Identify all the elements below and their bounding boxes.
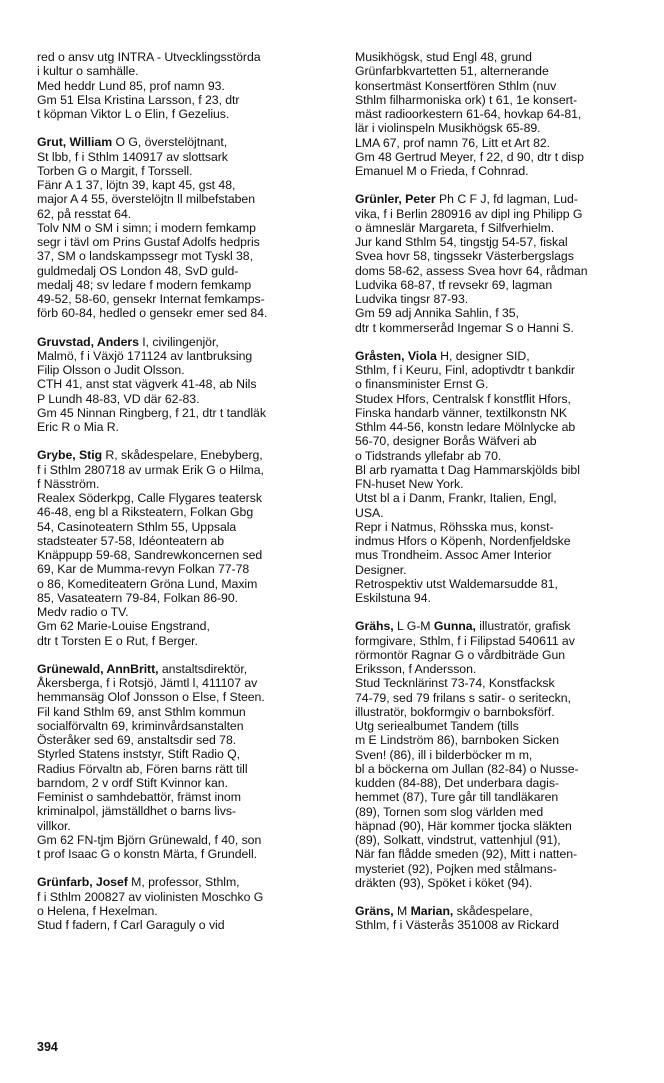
entry-initials: M bbox=[393, 904, 411, 918]
entry bbox=[355, 349, 647, 606]
text-line: St lbb, f i Sthlm 140917 av slottsark bbox=[37, 149, 228, 164]
text-line: o Tidstrands yllefabr ab 70. bbox=[355, 448, 502, 463]
text-line: 49-52, 58-60, gensekr Internat femkamps- bbox=[37, 292, 265, 306]
text-line: t prof Isaac G o konstn Märta, f Grundell. bbox=[37, 847, 258, 861]
text-line: (89), Solkatt, vindstrut, vattenhjul (91), bbox=[355, 833, 561, 847]
text-line: USA. bbox=[355, 505, 384, 520]
entry-name: Gräns, bbox=[355, 904, 394, 918]
text-line: Gm 51 Elsa Kristina Larsson, f 23, dtr bbox=[37, 92, 240, 107]
text-line: Filip Olsson o Judit Olsson. bbox=[37, 363, 185, 377]
entry bbox=[355, 192, 647, 335]
text-line: lär i violinspeln Musikhögsk 65-89. bbox=[355, 121, 541, 136]
entry-heading bbox=[37, 875, 329, 889]
text-line: m E Lindström 86), barnboken Sicken bbox=[355, 733, 559, 748]
entry bbox=[37, 875, 329, 932]
text-line: FN-huset New York. bbox=[355, 477, 464, 491]
text-line: kudden (84-88), Det underbara dagis- bbox=[355, 776, 559, 790]
text-line: Ludvika tingsr 87-93. bbox=[355, 292, 469, 306]
text-line: rörmontör Ragnar G o vårdbiträde Gun bbox=[355, 647, 566, 662]
text-line: segr i tävl om Prins Gustaf Adolfs hedpris bbox=[37, 235, 260, 249]
entry-name: Gruvstad, Anders bbox=[37, 334, 139, 349]
entry-heading bbox=[37, 448, 329, 462]
text-line: 74-79, sed 79 frilans s satir- o seriteckn, bbox=[355, 690, 571, 705]
text-line: Stud Tecknlärinst 73-74, Konstfacksk bbox=[355, 676, 555, 691]
entry-name: Grünewald, AnnBritt, bbox=[37, 661, 159, 676]
entry-heading bbox=[355, 904, 647, 918]
text-line: Stud f fadern, f Carl Garaguly o vid bbox=[37, 918, 225, 932]
text-line: illustratör, bokformgiv o barnboksförf. bbox=[355, 704, 555, 719]
entry-name: Grybe, Stig bbox=[37, 448, 103, 463]
entry-initials: L G-M bbox=[393, 619, 434, 634]
text-line: konsertmäst Konsertfören Sthlm (nuv bbox=[355, 78, 557, 93]
text-line: Designer. bbox=[355, 562, 407, 577]
text-line: hemmansäg Olof Jonsson o Else, f Steen. bbox=[37, 690, 265, 705]
text-line: indmus Hfors o Köpenh, Nordenfjeldske bbox=[355, 534, 571, 548]
text-line: villkor. bbox=[37, 818, 71, 833]
text-line: Utg seriealbumet Tandem (tills bbox=[355, 719, 519, 733]
entry bbox=[37, 335, 329, 435]
text-line: Musikhögsk, stud Engl 48, grund bbox=[355, 50, 532, 64]
entry bbox=[37, 135, 329, 320]
text-line: Åkersberga, f i Rotsjö, Jämtl l, 411107 av bbox=[37, 676, 258, 690]
text-line: f Näsström. bbox=[37, 476, 100, 491]
text-line: i kultur o samhälle. bbox=[37, 64, 139, 79]
entry-heading bbox=[37, 335, 329, 349]
entry-title: M, professor, Sthlm, bbox=[127, 875, 240, 890]
text-line: 69, Kar de Mumma-revyn Folkan 77-78 bbox=[37, 562, 250, 577]
text-line: Österåker sed 69, anstaltsdir sed 78. bbox=[37, 733, 237, 747]
text-line: Gm 62 Marie-Louise Engstrand, bbox=[37, 619, 210, 634]
text-line: doms 58-62, assess Svea hovr 64, rådman bbox=[355, 263, 588, 278]
text-line: Realex Söderkpg, Calle Flygares teatersk bbox=[37, 491, 262, 505]
text-line: guldmedalj OS London 48, SvD guld- bbox=[37, 263, 239, 278]
entry-heading bbox=[355, 192, 647, 206]
entry-heading bbox=[355, 349, 647, 363]
page-number: 394 bbox=[37, 1040, 58, 1054]
text-line: Gm 62 FN-tjm Björn Grünewald, f 40, son bbox=[37, 832, 262, 847]
text-line: (89), Tornen som slog världen med bbox=[355, 804, 544, 819]
entry-heading bbox=[355, 619, 647, 633]
text-line: vika, f i Berlin 280916 av dipl ing Philipp G bbox=[355, 206, 583, 221]
text-line: mysteriet (92), Pojken med stålmans- bbox=[355, 861, 557, 876]
entry bbox=[355, 50, 647, 178]
text-line: Ludvika 68-87, tf revsekr 69, lagman bbox=[355, 277, 553, 292]
entry bbox=[355, 619, 647, 890]
text-line: Fänr A 1 37, löjtn 39, kapt 45, gst 48, bbox=[37, 178, 236, 192]
text-line: Knäppupp 59-68, Sandrewkoncernen sed bbox=[37, 548, 263, 562]
entry bbox=[37, 448, 329, 648]
entry-title: Ph C F J, fd lagman, Lud- bbox=[435, 192, 578, 207]
text-line: Eric R o Mia R. bbox=[37, 420, 119, 434]
text-line: o finansminister Ernst G. bbox=[355, 377, 489, 392]
text-line: Radius Förvaltn ab, Fören barns rätt till bbox=[37, 761, 248, 776]
entry-title: R, skådespelare, Enebyberg, bbox=[102, 448, 263, 463]
text-line: Fil kand Sthlm 69, anst Sthlm kommun bbox=[37, 704, 246, 719]
entry-name-given: Marian, bbox=[410, 904, 454, 918]
text-line: Malmö, f i Växjö 171124 av lantbruksing bbox=[37, 348, 253, 363]
entry bbox=[37, 50, 329, 121]
entry-title: H, designer SID, bbox=[436, 348, 530, 363]
text-line: Bl arb ryamatta t Dag Hammarskjölds bibl bbox=[355, 462, 580, 477]
text-line: Sthlm 44-56, konstn ledare Mölnlycke ab bbox=[355, 420, 576, 434]
text-line: 37, SM o landskampssegr mot Tyskl 38, bbox=[37, 249, 253, 264]
text-line: 56-70, designer Borås Wäfveri ab bbox=[355, 434, 537, 449]
text-line: Gm 59 adj Annika Sahlin, f 35, bbox=[355, 306, 519, 321]
text-line: t köpman Viktor L o Elin, f Gezelius. bbox=[37, 107, 230, 121]
entry bbox=[355, 904, 647, 933]
text-line: Sven! (86), ill i bilderböcker m m, bbox=[355, 747, 533, 762]
text-line: mäst radioorkestern 61-64, hovkap 64-81, bbox=[355, 107, 582, 121]
text-line: kriminalpol, jämställdhet o barns livs- bbox=[37, 804, 236, 819]
text-line: o Helena, f Hexelman. bbox=[37, 903, 158, 918]
text-line: major A 4 55, överstelöjtn ll milbefstaben bbox=[37, 192, 255, 207]
text-line: Repr i Natmus, Röhsska mus, konst- bbox=[355, 519, 554, 534]
text-line: red o ansv utg INTRA - Utvecklingsstörda bbox=[37, 50, 261, 64]
text-line: Sthlm, f i Keuru, Finl, adoptivdtr t bankdir bbox=[355, 363, 575, 377]
text-line: stadsteater 57-58, Idéonteatern ab bbox=[37, 533, 224, 548]
text-line: barndom, 2 v ordf Stift Kvinnor kan. bbox=[37, 775, 228, 790]
text-line: mus Trondheim. Assoc Amer Interior bbox=[355, 548, 552, 563]
text-line: bl a böckerna om Jullan (82-84) o Nusse- bbox=[355, 761, 579, 776]
text-line: Tolv NM o SM i simn; i modern femkamp bbox=[37, 220, 256, 235]
text-line: Finska handarb vänner, textilkonstn NK bbox=[355, 405, 568, 420]
text-line: häpnad (90), Här kommer tjocka släkten bbox=[355, 818, 572, 833]
text-line: Jur kand Sthlm 54, tingstjg 54-57, fiskal bbox=[355, 235, 568, 249]
entry-name: Grähs, bbox=[355, 619, 394, 634]
right-column bbox=[355, 50, 647, 947]
text-line: Feminist o samhdebattör, främst inom bbox=[37, 790, 241, 804]
text-line: Gm 45 Ninnan Ringberg, f 21, dtr t tandläk bbox=[37, 405, 266, 420]
entry-name: Grünler, Peter bbox=[355, 192, 436, 207]
text-line: formgivare, Sthlm, f i Filipstad 540611 av bbox=[355, 633, 575, 648]
text-line: Eskilstuna 94. bbox=[355, 591, 431, 605]
text-line: Retrospektiv utst Waldemarsudde 81, bbox=[355, 576, 558, 591]
text-line: Sthlm filharmoniska ork) t 61, 1e konsert- bbox=[355, 92, 578, 107]
text-line: Torben G o Margit, f Torssell. bbox=[37, 163, 193, 178]
left-column bbox=[37, 50, 329, 946]
text-line: Studex Hfors, Centralsk f konstflit Hfors, bbox=[355, 391, 571, 406]
entry-name-given: Gunna, bbox=[433, 619, 476, 634]
text-line: Styrled Statens inststyr, Stift Radio Q, bbox=[37, 747, 241, 762]
text-line: dtr t Torsten E o Rut, f Berger. bbox=[37, 633, 198, 648]
text-line: När fan flådde smeden (92), Mitt i natten- bbox=[355, 847, 578, 862]
text-line: Medv radio o TV. bbox=[37, 605, 129, 619]
text-line: Grünfarbkvartetten 51, alternerande bbox=[355, 64, 549, 79]
text-line: 46-48, eng bl a Riksteatern, Folkan Gbg bbox=[37, 505, 254, 520]
text-line: o 86, Komediteatern Gröna Lund, Maxim bbox=[37, 576, 258, 591]
text-line: 54, Casinoteatern Sthlm 55, Uppsala bbox=[37, 519, 237, 534]
text-line: Utst bl a i Danm, Frankr, Italien, Engl, bbox=[355, 491, 557, 506]
entry-title: I, civilingenjör, bbox=[138, 334, 219, 349]
text-line: LMA 67, prof namn 76, Litt et Art 82. bbox=[355, 135, 551, 150]
text-line: dräkten (93), Spöket i köket (94). bbox=[355, 875, 533, 890]
entry-name: Grünfarb, Josef bbox=[37, 875, 128, 890]
text-line: hemmet (87), Ture går till tandläkaren bbox=[355, 790, 559, 805]
text-line: Sthlm, f i Västerås 351008 av Rickard bbox=[355, 918, 559, 933]
text-line: P Lundh 48-83, VD där 62-83. bbox=[37, 391, 200, 406]
entry-heading bbox=[37, 662, 329, 676]
entry-heading bbox=[37, 135, 329, 149]
text-line: Svea hovr 58, tingssekr Västerbergslags bbox=[355, 249, 574, 264]
text-line: Eriksson, f Andersson. bbox=[355, 662, 477, 676]
text-line: Emanuel M o Frieda, f Cohnrad. bbox=[355, 164, 529, 178]
text-line: f i Sthlm 280718 av urmak Erik G o Hilma, bbox=[37, 462, 264, 477]
text-line: socialförvaltn 69, kriminvårdsanstalten bbox=[37, 718, 244, 733]
text-line: CTH 41, anst stat vägverk 41-48, ab Nils bbox=[37, 377, 257, 392]
text-line: dtr t kommerseråd Ingemar S o Hanni S. bbox=[355, 320, 574, 335]
entry bbox=[37, 662, 329, 862]
text-line: o ämneslär Margareta, f Silfverhielm. bbox=[355, 220, 555, 235]
entry-title: anstaltsdirektör, bbox=[158, 661, 248, 676]
text-line: Med heddr Lund 85, prof namn 93. bbox=[37, 78, 225, 93]
text-line: förb 60-84, hedled o gensekr emer sed 84. bbox=[37, 306, 268, 321]
text-line: Gm 48 Gertrud Meyer, f 22, d 90, dtr t disp bbox=[355, 149, 584, 164]
text-line: 62, på resstat 64. bbox=[37, 206, 132, 221]
entry-name: Gråsten, Viola bbox=[355, 348, 437, 363]
entry-title: O G, överstelöjtnant, bbox=[112, 135, 228, 150]
entry-name: Grut, William bbox=[37, 135, 113, 150]
entry-title: illustratör, grafisk bbox=[475, 619, 571, 634]
entry-title: skådespelare, bbox=[453, 904, 533, 918]
text-line: f i Sthlm 200827 av violinisten Moschko G bbox=[37, 889, 264, 904]
text-line: 85, Vasateatern 79-84, Folkan 86-90. bbox=[37, 590, 239, 605]
text-line: medalj 48; sv ledare f modern femkamp bbox=[37, 277, 252, 292]
